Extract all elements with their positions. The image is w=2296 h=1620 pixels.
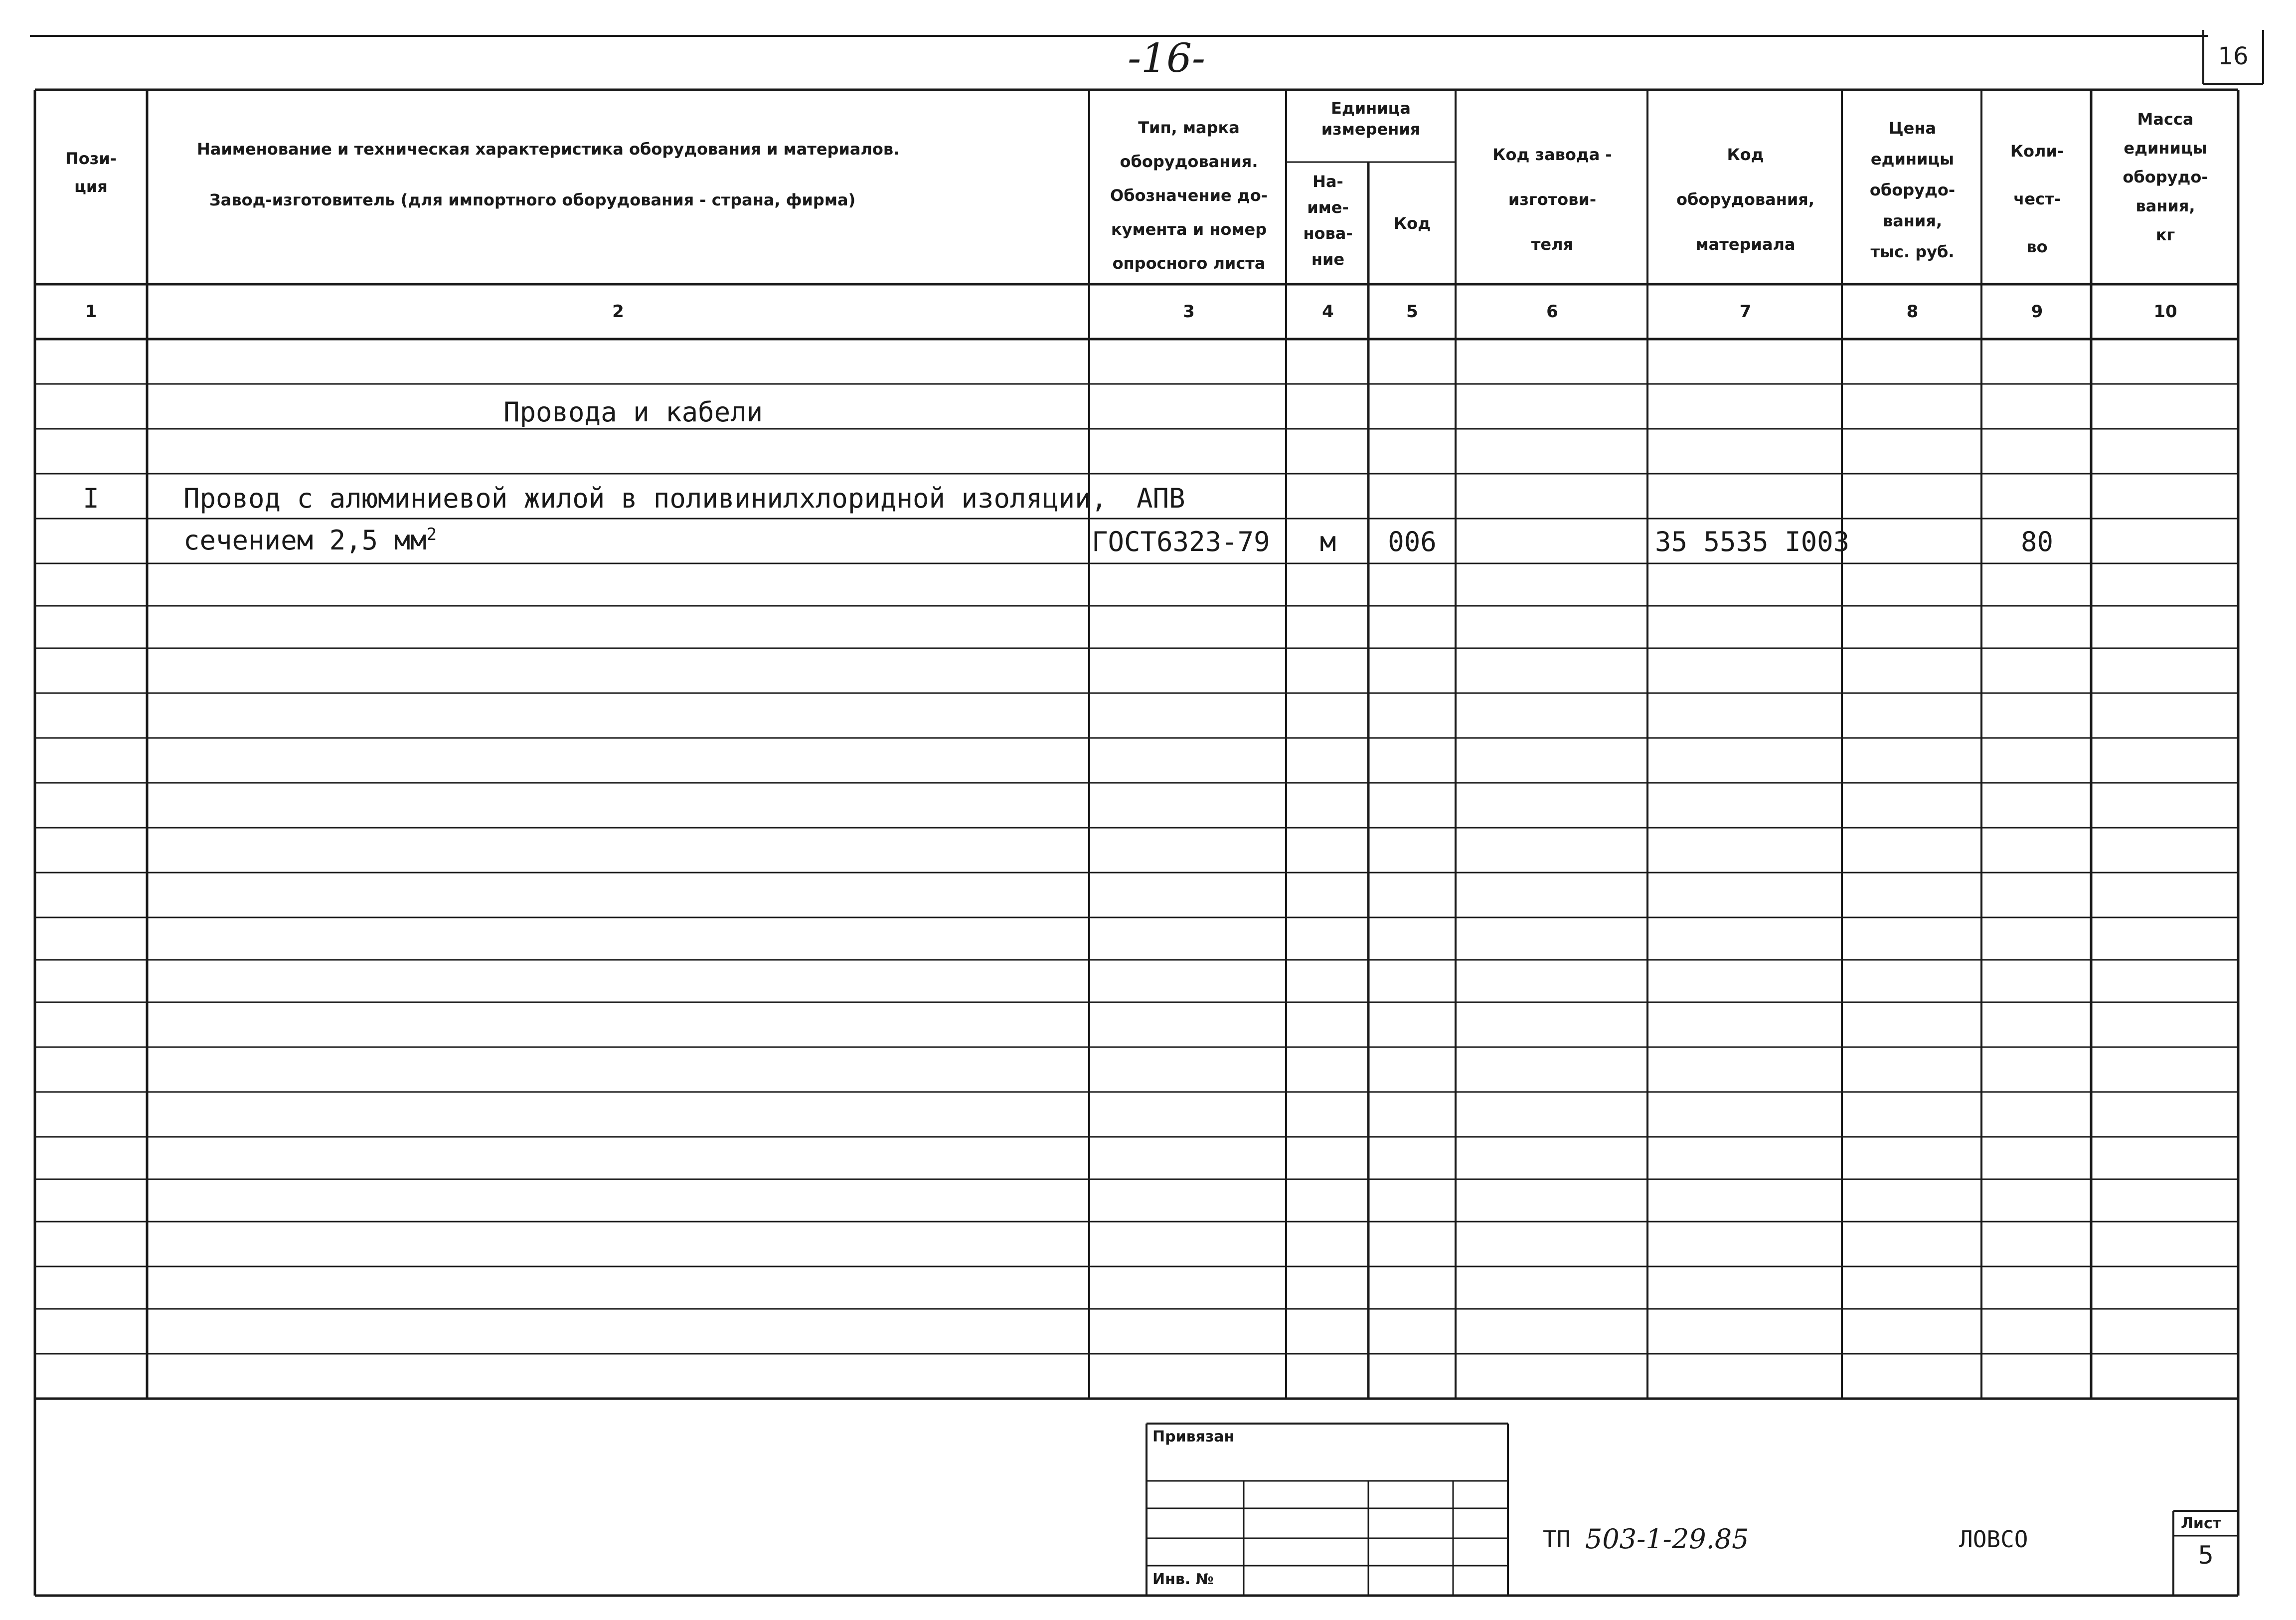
item-type-line1: АПВ <box>1137 483 1185 514</box>
item-material-code: 35 5535 I003 <box>1655 526 1850 557</box>
header-unit-name: На- име- нова- ние <box>1303 172 1353 269</box>
colnum-7: 7 <box>1739 302 1752 322</box>
header-name-line2: Завод-изготовитель (для импортного оборудования - страна, фирма) <box>209 190 856 209</box>
colnum-8: 8 <box>1906 302 1919 322</box>
header-position: Пози- ция <box>65 149 117 196</box>
doc-code-prefix: ТП <box>1543 1526 1571 1553</box>
item-name-text: сечением 2,5 мм <box>183 525 427 556</box>
colnum-5: 5 <box>1406 302 1418 322</box>
item-name-line2 <box>183 525 437 556</box>
item-position: I <box>83 483 99 514</box>
item-name-line1: Провод с алюминиевой жилой в поливинилхлоридной изоляции, <box>183 483 1108 514</box>
item-unit-name: м <box>1319 526 1336 557</box>
colnum-9: 9 <box>2031 302 2043 322</box>
header-quantity: Коли- чест- во <box>2010 142 2064 256</box>
sheet-number: 5 <box>2198 1541 2214 1570</box>
header-mass: Масса единицы оборудо- вания, кг <box>2123 110 2208 244</box>
item-name-superscript: 2 <box>426 525 437 544</box>
header-unit-code: Код <box>1394 214 1431 233</box>
doc-code-handwritten: 503-1-29.85 <box>1585 1523 1749 1555</box>
stamp-attached-label: Привязан <box>1152 1428 1235 1445</box>
header-type: Тип, марка оборудования. Обозначение до- кумента и номер опросного листа <box>1110 118 1268 273</box>
header-price: Цена единицы оборудо- вания, тыс. руб. <box>1869 119 1956 261</box>
header-material-code: Код оборудования, материала <box>1676 145 1814 254</box>
colnum-3: 3 <box>1183 302 1195 322</box>
colnum-2: 2 <box>612 302 624 322</box>
sheet-label: Лист <box>2181 1515 2222 1532</box>
colnum-6: 6 <box>1546 302 1558 322</box>
header-unit-group: Единица измерения <box>1321 99 1421 139</box>
colnum-10: 10 <box>2153 302 2177 322</box>
handwritten-page-number: -16- <box>1128 35 1205 81</box>
item-quantity: 80 <box>2020 526 2054 557</box>
organization-name: ЛОВСО <box>1959 1526 2028 1553</box>
colnum-4: 4 <box>1322 302 1334 322</box>
section-title: Провода и кабели <box>503 396 763 428</box>
colnum-1: 1 <box>85 302 97 322</box>
corner-sheet-number: 16 <box>2218 42 2249 70</box>
item-unit-code: 006 <box>1388 526 1437 557</box>
item-type-line2: ГОСТ6323-79 <box>1092 526 1270 557</box>
stamp-inv-label: Инв. № <box>1152 1571 1214 1588</box>
header-name-line1: Наименование и техническая характеристика оборудования и материалов. <box>197 140 900 159</box>
header-factory-code: Код завода - изготови- теля <box>1492 145 1612 254</box>
